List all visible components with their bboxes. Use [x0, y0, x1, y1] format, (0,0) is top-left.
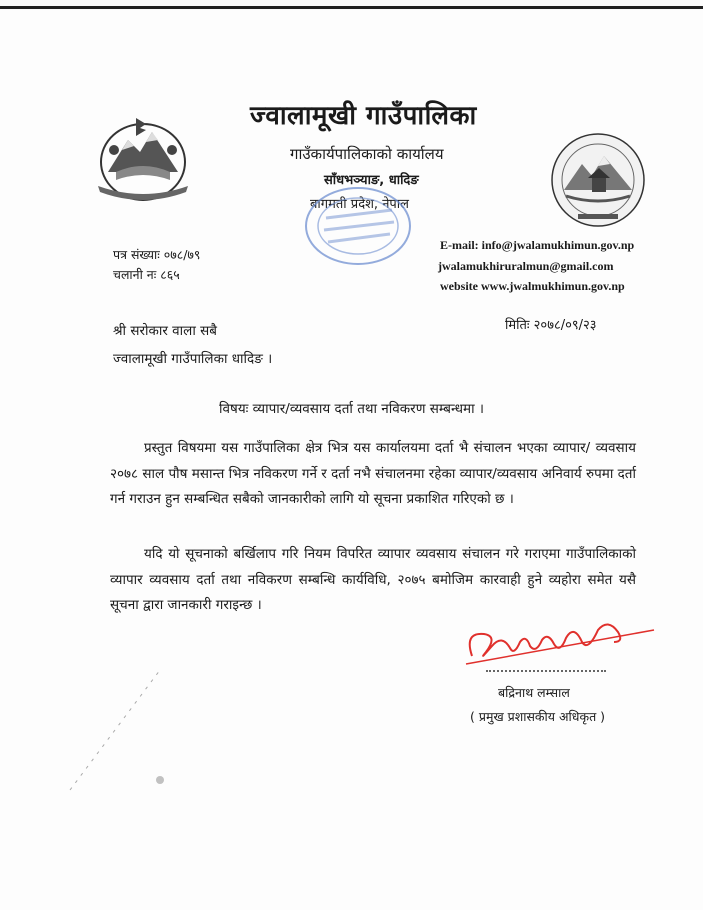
dispatch-number: चलानी नः ८६५	[113, 267, 180, 282]
scan-top-edge	[0, 6, 703, 9]
website-line: website www.jwalmukhimun.gov.np	[440, 279, 625, 293]
signatory-title: ( प्रमुख प्रशासकीय अधिकृत )	[470, 709, 606, 724]
municipality-logo-icon	[548, 130, 648, 230]
nepal-emblem-icon	[88, 110, 198, 210]
addressee-line-1: श्री सरोकार वाला सबै	[113, 323, 217, 339]
signature-dotted-line	[486, 670, 606, 672]
municipality-title: ज्वालामूखी गाउँपालिका	[250, 101, 477, 131]
scan-artifact-marks	[60, 650, 180, 800]
body-text-2: यदि यो सूचनाको बर्खिलाप गरि नियम विपरित व्यापार व्यवसाय संचालन गरे गराएमा गाउँपालिकाको व्यापार व्यवसाय दर्ता तथा नविकरण सम्बन्धि कार्यविधि, २०७५ बमोजिम कारवाही हुने व्यहोरा समेत यसै सूचना द्वारा जानकारी गराइन्छ ।	[110, 546, 636, 613]
body-text-1: प्रस्तुत विषयमा यस गाउँपालिका क्षेत्र भित्र यस कार्यालयमा दर्ता भै संचालन भएका व्यापार/ व्यवसाय २०७८ साल पौष मसान्त भित्र नविकरण गर्ने र दर्ता नभै संचालनमा रहेका व्यापार/व्यवसाय अनिवार्य रुपमा दर्ता गर्न गराउन हुन सम्बन्धित सबैको जानकारीको लागि यो सूचना प्रकाशित गरिएको छ ।	[110, 440, 636, 507]
letter-date: मितिः २०७८/०९/२३	[505, 318, 597, 333]
email-primary: E-mail: info@jwalamukhimun.gov.np	[440, 238, 635, 252]
body-paragraph-2	[110, 542, 636, 619]
province-line: बागमती प्रदेश, नेपाल	[310, 197, 409, 212]
email-secondary: jwalamukhiruralmun@gmail.com	[438, 259, 614, 273]
body-paragraph-1	[110, 436, 636, 513]
subject-line: विषयः व्यापार/व्यवसाय दर्ता तथा नविकरण सम्बन्धमा ।	[219, 401, 484, 417]
signature-icon	[458, 612, 658, 672]
addressee-line-2: ज्वालामूखी गाउँपालिका धादिङ ।	[113, 351, 273, 367]
office-location: साँधभञ्याङ, धादिङ	[324, 173, 419, 188]
office-seal-stamp-icon	[300, 182, 420, 270]
letter-number: पत्र संख्याः ०७८/७९	[113, 247, 201, 262]
office-name: गाउँकार्यपालिकाको कार्यालय	[290, 145, 444, 163]
signatory-name: बद्रिनाथ लम्साल	[498, 685, 570, 700]
